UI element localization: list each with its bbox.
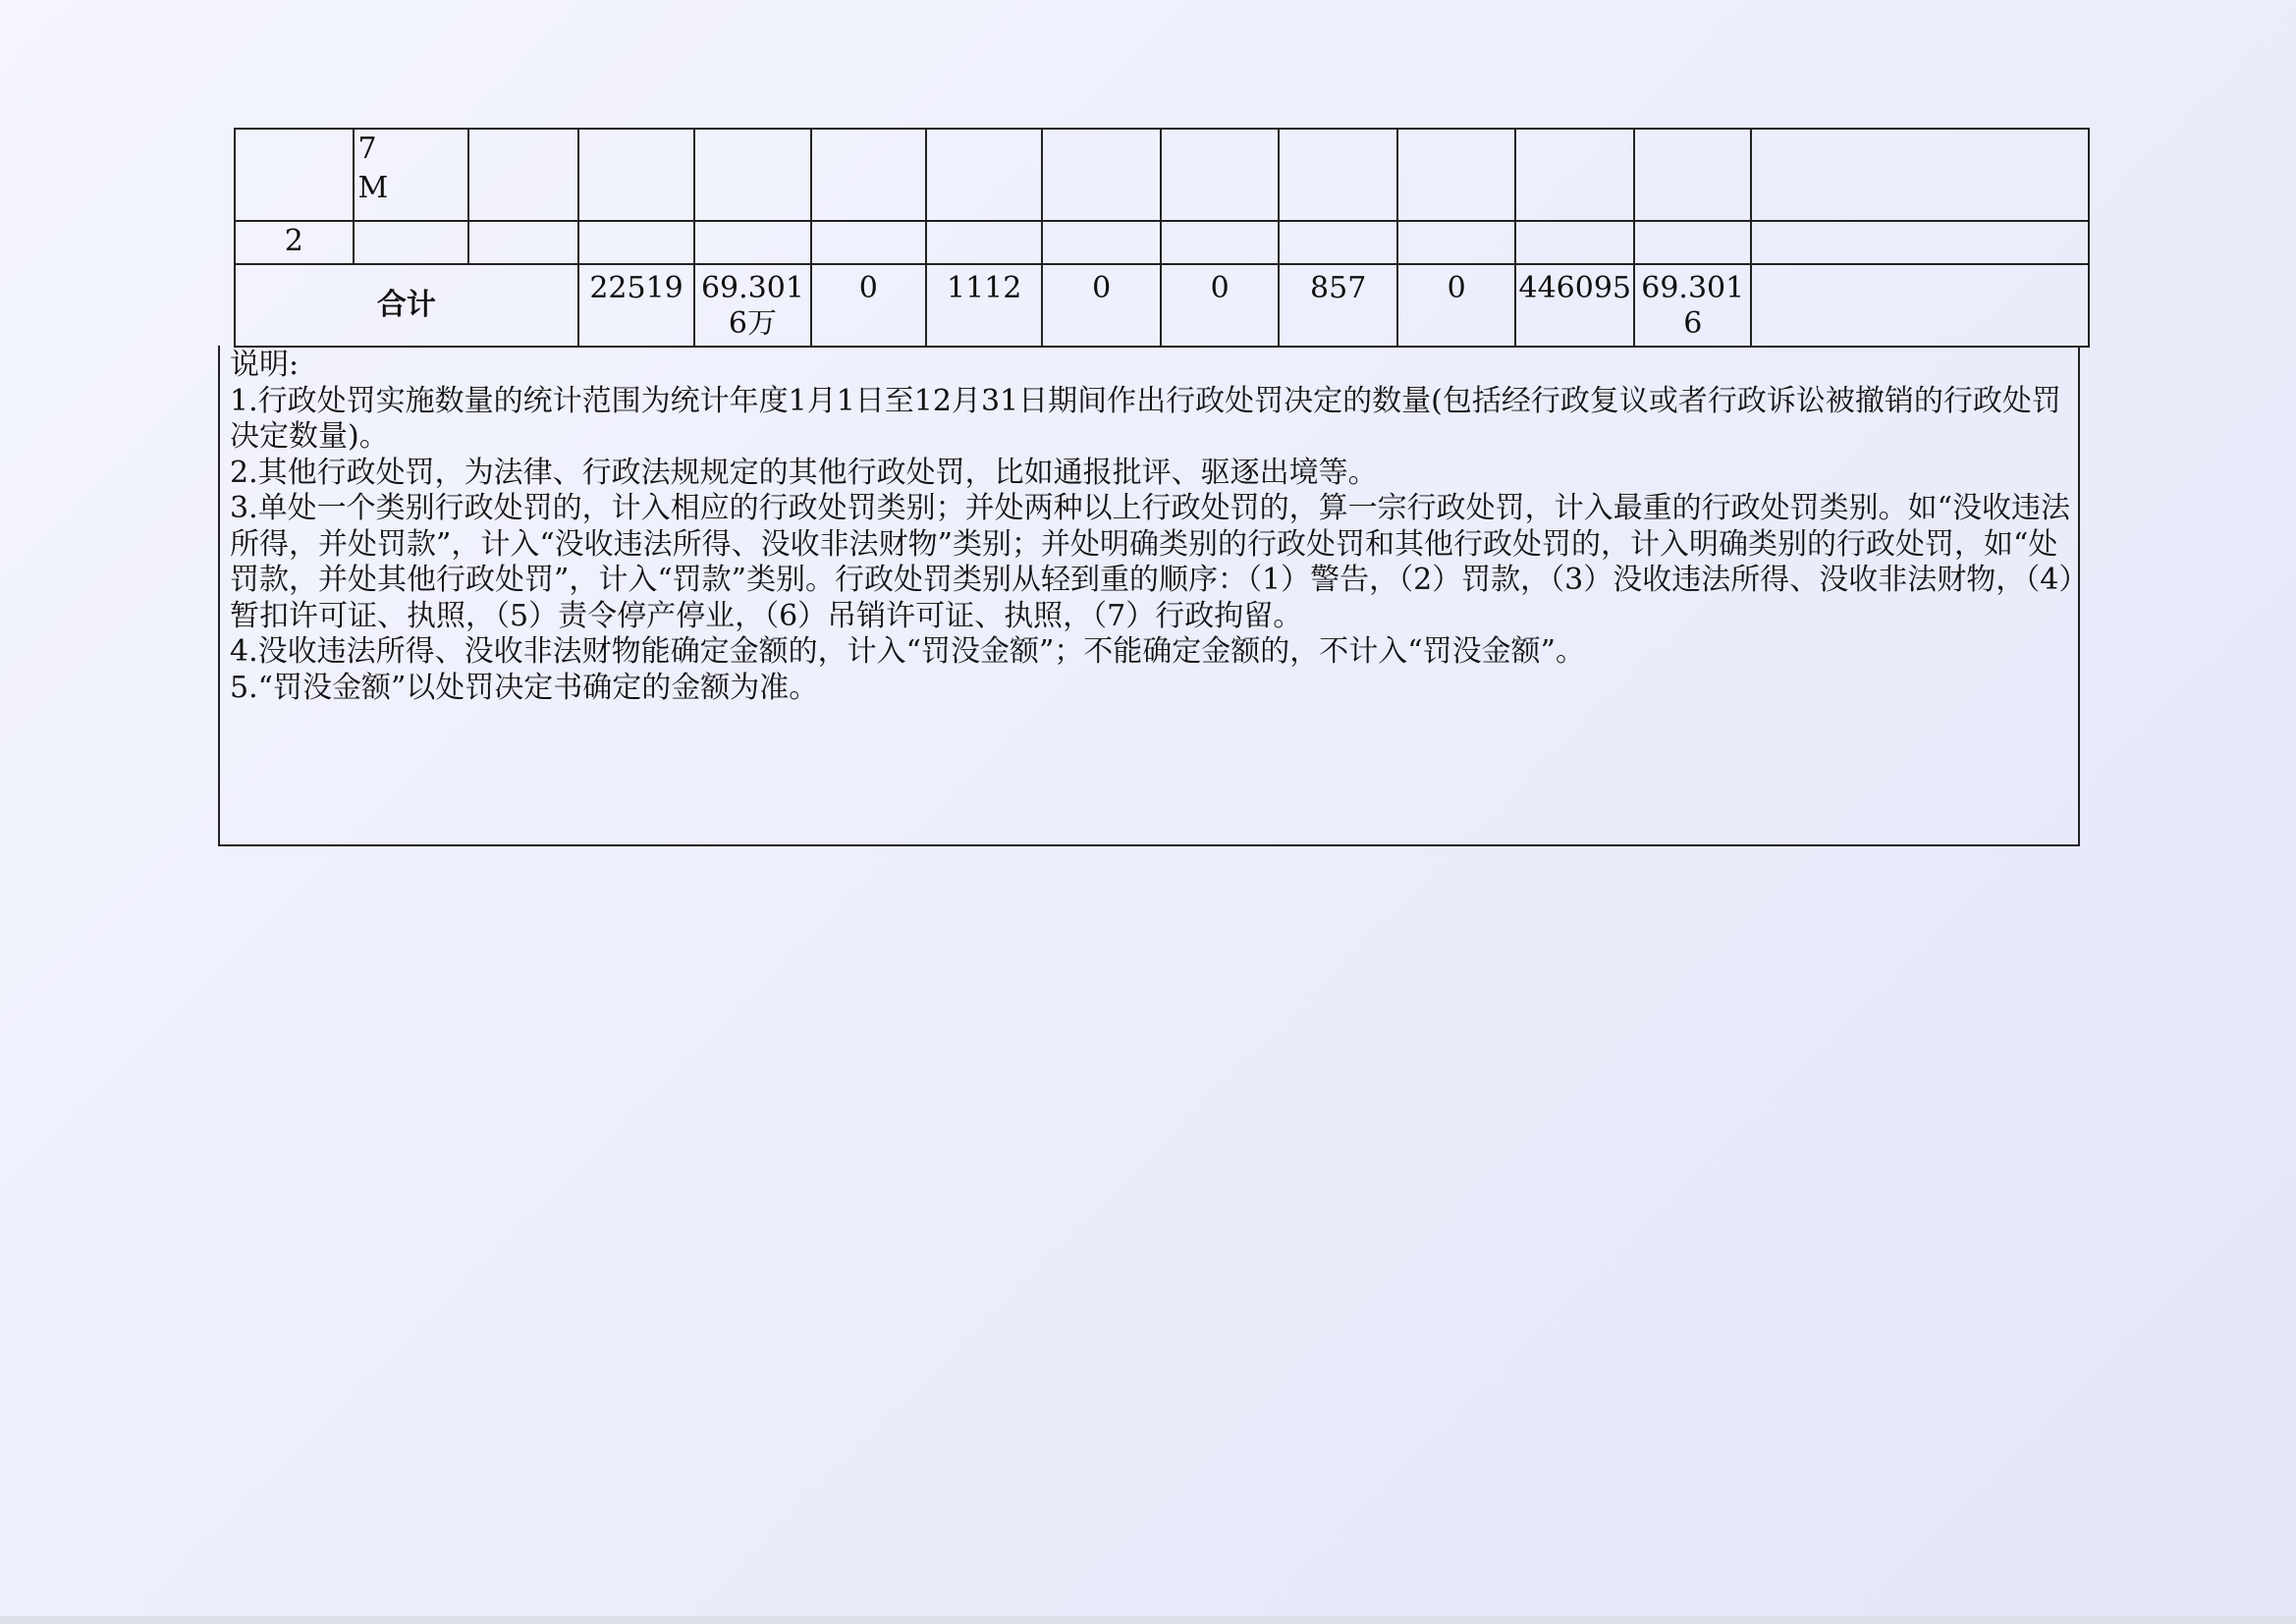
total-value: 857: [1279, 264, 1397, 347]
table-cell: 2: [235, 221, 354, 264]
table-cell: [694, 129, 810, 221]
table-cell: [1042, 221, 1161, 264]
table-cell: [578, 221, 694, 264]
total-value: 1112: [926, 264, 1042, 347]
table-row-total: [235, 264, 2089, 347]
cell-text-line: 7: [357, 132, 377, 166]
table-row: [235, 129, 2089, 221]
total-value: 0: [811, 264, 926, 347]
table-cell: [468, 221, 578, 264]
table-cell: [811, 129, 926, 221]
table-cell: [926, 221, 1042, 264]
table-cell: [468, 129, 578, 221]
total-value: 69.301 6万: [694, 264, 810, 347]
table-cell: [1634, 221, 1751, 264]
table-cell: [578, 129, 694, 221]
note-item: 5.“罚没金额”以处罚决定书确定的金额为准。: [230, 670, 819, 705]
table-row: [235, 221, 2089, 264]
total-label: 合计: [235, 264, 578, 347]
table-cell: [354, 221, 468, 264]
table-cell: [1161, 221, 1280, 264]
total-value: 69.301 6: [1634, 264, 1751, 347]
statistics-table: [234, 128, 2090, 348]
table-cell: [235, 129, 354, 221]
table-cell: [811, 221, 926, 264]
total-value: 22519: [578, 264, 694, 347]
note-item: 1.行政处罚实施数量的统计范围为统计年度1月1日至12月31日期间作出行政处罚决定的数量(包括经行政复议或者行政诉讼被撤销的行政处罚决定数量)。: [230, 383, 2061, 454]
note-item: 3.单处一个类别行政处罚的，计入相应的行政处罚类别；并处两种以上行政处罚的，算一宗行政处罚，计入最重的行政处罚类别。如“没收违法所得，并处罚款”，计入“没收违法所得、没收非法财物”类别；并处明确类别的行政处罚和其他行政处罚的，计入明确类别的行政处罚，如“处罚款，并处其他行政处罚”，计入“罚款”类别。行政处罚类别从轻到重的顺序：（1）警告，（2）罚款，（3）没收违法所得、没收非法财物，（4）暂扣许可证、执照，（5）责令停产停业，（6）吊销许可证、执照，（7）行政拘留。: [230, 491, 2074, 633]
cell-text-line: M: [357, 171, 389, 205]
table-cell: [354, 129, 468, 221]
table-cell: [1751, 221, 2089, 264]
table-cell: [1161, 129, 1280, 221]
table-cell: [1397, 129, 1516, 221]
total-value: 0: [1161, 264, 1280, 347]
table-cell: [694, 221, 810, 264]
total-value: 446095: [1515, 264, 1634, 347]
table-cell: [1279, 221, 1397, 264]
table-cell: [1042, 129, 1161, 221]
total-value: 0: [1042, 264, 1161, 347]
note-item: 4.没收违法所得、没收非法财物能确定金额的，计入“罚没金额”；不能确定金额的，不计入“罚没金额”。: [230, 634, 1585, 669]
total-value: 0: [1397, 264, 1516, 347]
table-cell: [1634, 129, 1751, 221]
table-cell: [1397, 221, 1516, 264]
scan-edge: [0, 1616, 2296, 1624]
note-item: 2.其他行政处罚，为法律、行政法规规定的其他行政处罚，比如通报批评、驱逐出境等。: [230, 455, 1378, 490]
table-cell: [1515, 129, 1634, 221]
notes-heading: 说明:: [230, 348, 300, 382]
total-value: [1751, 264, 2089, 347]
table-cell: [1279, 129, 1397, 221]
table-cell: [1751, 129, 2089, 221]
table-cell: [926, 129, 1042, 221]
table-cell: [1515, 221, 1634, 264]
notes-section: [218, 346, 2080, 846]
